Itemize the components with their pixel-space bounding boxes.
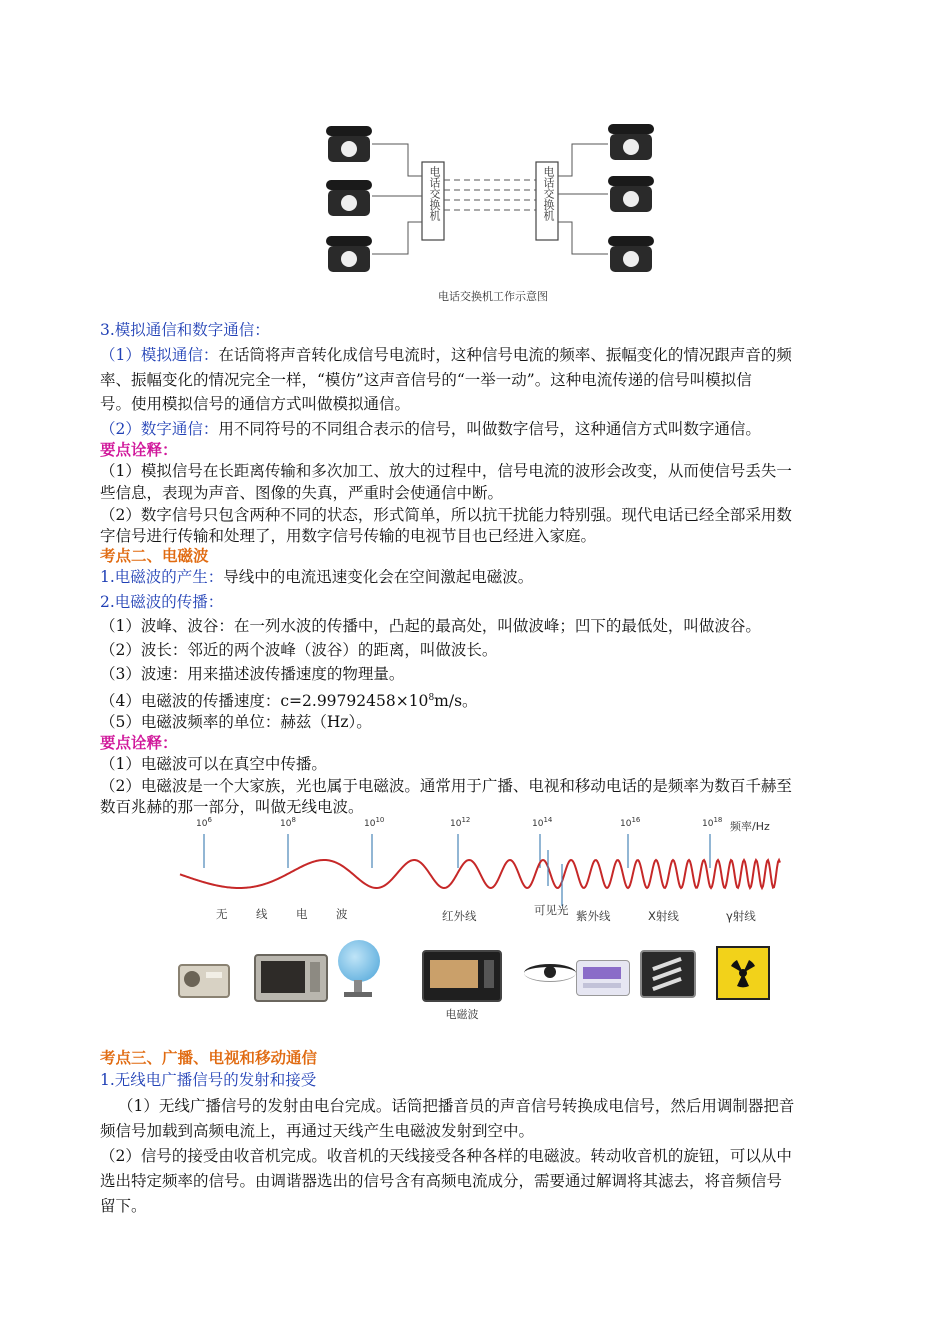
em-propagation-heading [100, 590, 860, 614]
label-radio-2: 线 [256, 907, 268, 921]
analog-line-2: 率、振幅变化的情况完全一样，“模仿”这声音信号的“一举一动”。这种电流传递的信号叫模拟信 [100, 371, 752, 389]
telephone-exchange-diagram [320, 104, 660, 310]
microwave-oven-icon [254, 954, 328, 1002]
analog-text: 在话筒将声音转化成信号电流时，这种信号电流的频率、振幅变化的情况跟声音的频 [218, 346, 792, 364]
broadcast-subtitle: 1.无线电广播信号的发射和接受 [100, 1071, 317, 1089]
broadcast-p1-line-1: （1）无线广播信号的发射由电台完成。话筒把播音员的声音信号转换成电信号，然后用调制器把音 [118, 1097, 795, 1115]
toaster-oven-icon [422, 950, 502, 1002]
item-wavelength: （2）波长：邻近的两个波峰（波谷）的距离，叫做波长。 [100, 641, 498, 659]
tick-label-3: $10^{12}$ [450, 816, 471, 829]
digital-label: （2）数字通信： [100, 420, 219, 438]
switch-label-left: 电话交换机 [428, 166, 441, 221]
note-title-2: 要点诠释： [100, 734, 178, 752]
label-infrared: 红外线 [442, 909, 477, 923]
uv-lamp-icon [576, 960, 630, 996]
telephone-icon-right-1 [608, 124, 654, 160]
note2-line-1: （2）数字信号只包含两种不同的状态，形式简单，所以抗干扰能力特别强。现代电话已经全部采用数 [100, 506, 792, 524]
section-3-heading: 3.模拟通信和数字通信： [100, 321, 270, 339]
note1-line-2: 些信息，表现为声音、图像的失真，严重时会使通信中断。 [100, 484, 504, 502]
label-xray: X射线 [648, 909, 679, 923]
label-visible: 可见光 [534, 903, 569, 917]
topic-2-title: 考点二、电磁波 [100, 547, 209, 565]
satellite-dish-icon [336, 940, 386, 998]
em-origin-line [100, 565, 860, 589]
item-frequency-unit: （5）电磁波频率的单位：赫兹（Hz）。 [100, 713, 372, 731]
em-origin-text: 导线中的电流迅速变化会在空间激起电磁波。 [223, 568, 534, 586]
label-radio-3: 电 [296, 907, 308, 921]
em-note-2-line-2: 数百兆赫的那一部分，叫做无线电波。 [100, 798, 364, 816]
switch-label-right: 电话交换机 [542, 166, 555, 221]
note-title-1: 要点诠释： [100, 441, 178, 459]
item-wave-speed-text: （3）波速：用来描述波传播速度的物理量。 [100, 665, 405, 683]
analog-line-1 [100, 343, 860, 367]
telephone-exchange-figure [320, 104, 660, 310]
telephone-icon-left-1 [326, 126, 372, 162]
tick-label-5: $10^{16}$ [620, 816, 641, 829]
tick-label-6: $10^{18}$ [702, 816, 723, 829]
broadcast-p1-line-2: 频信号加载到高频电流上，再通过天线产生电磁波发射到空中。 [100, 1122, 535, 1140]
em-wave [180, 860, 780, 888]
label-uv: 紫外线 [576, 909, 611, 923]
item-crest-trough: （1）波峰、波谷：在一列水波的传播中，凸起的最高处，叫做波峰；凹下的最低处，叫做波谷。 [100, 617, 761, 635]
tick-label-0: $10^6$ [196, 816, 212, 829]
label-gamma: γ射线 [726, 909, 756, 923]
xray-image-icon [640, 950, 696, 998]
tick-label-1: $10^8$ [280, 816, 296, 829]
item-em-speed-exp: 8 [428, 693, 435, 703]
radiation-warning-icon [716, 946, 770, 1000]
em-note-2-line-1: （2）电磁波是一个大家族，光也属于电磁波。通常用于广播、电视和移动电话的是频率为数百千赫至 [100, 777, 792, 795]
spectrum-caption: 电磁波 [445, 1008, 479, 1021]
note1-line-1: （1）模拟信号在长距离传输和多次加工、放大的过程中，信号电流的波形会改变，从而使信号丢失一 [100, 462, 792, 480]
figure-caption: 电话交换机工作示意图 [438, 290, 548, 303]
analog-line-3: 号。使用模拟信号的通信方式叫做模拟通信。 [100, 395, 411, 413]
em-origin-label: 1.电磁波的产生： [100, 568, 224, 586]
em-spectrum-figure [170, 814, 790, 1024]
analog-label: （1）模拟通信： [100, 346, 219, 364]
item-em-speed-unit: m/s。 [434, 692, 478, 711]
em-propagation-label: 2.电磁波的传播： [100, 593, 224, 611]
broadcast-p2-line-1: （2）信号的接受由收音机完成。收音机的天线接受各种各样的电磁波。转动收音机的旋钮，可以从中 [100, 1147, 792, 1165]
item-wave-speed [100, 662, 860, 686]
label-radio-4: 波 [336, 907, 348, 921]
tick-label-4: $10^{14}$ [532, 816, 553, 829]
frequency-unit-label: 频率/Hz [730, 820, 770, 833]
topic-3-title: 考点三、广播、电视和移动通信 [100, 1049, 318, 1067]
telephone-icon-left-3 [326, 236, 372, 272]
tick-label-2: $10^{10}$ [364, 816, 385, 829]
broadcast-p2-line-3: 留下。 [100, 1197, 147, 1215]
telephone-icon-right-3 [608, 236, 654, 272]
telephone-icon-right-2 [608, 176, 654, 212]
item-em-speed-text: （4）电磁波的传播速度：c=2.99792458×10 [100, 692, 429, 711]
radio-icon [178, 964, 230, 998]
telephone-icon-left-2 [326, 180, 372, 216]
eye-icon [524, 960, 576, 984]
broadcast-p2-line-2: 选出特定频率的信号。由调谐器选出的信号含有高频电流成分，需要通过解调将其滤去，将音频信号 [100, 1172, 783, 1190]
em-note-1: （1）电磁波可以在真空中传播。 [100, 755, 327, 773]
note2-line-2: 字信号进行传输和处理了，用数字信号传输的电视节目也已经进入家庭。 [100, 527, 597, 545]
digital-text: 用不同符号的不同组合表示的信号，叫做数字信号，这种通信方式叫数字通信。 [218, 420, 761, 438]
label-radio-1: 无 [216, 907, 228, 921]
